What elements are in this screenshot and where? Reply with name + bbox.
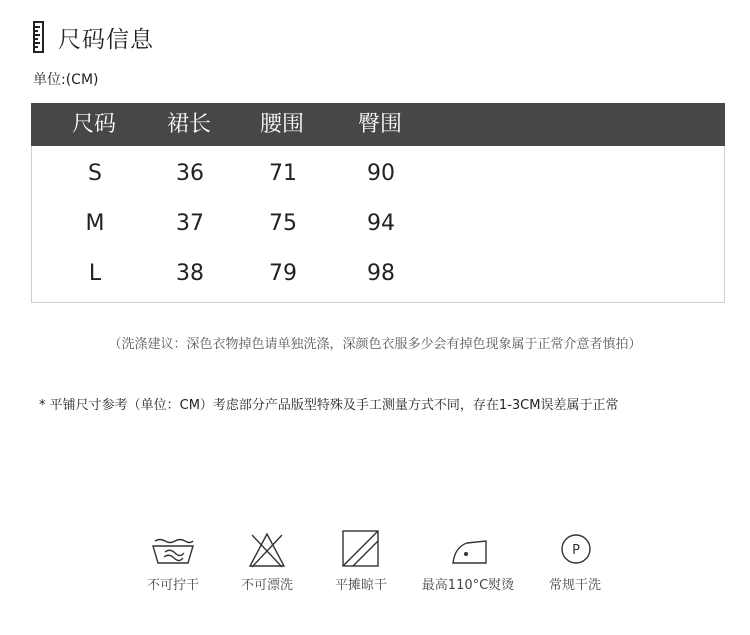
table-cell: 75 — [269, 211, 297, 236]
ruler-icon — [33, 21, 44, 53]
iron-110-icon — [449, 533, 491, 567]
measurement-note: * 平铺尺寸参考（单位：CM）考虑部分产品版型特殊及手工测量方式不同，存在1-3CM误差属于正常 — [39, 398, 619, 413]
table-cell: M — [85, 211, 105, 236]
care-label-no-wring: 不可拧干 — [146, 578, 199, 593]
page-title: 尺码信息 — [58, 26, 154, 53]
care-label-dry-clean: 常规干洗 — [548, 578, 601, 593]
table-cell: 71 — [269, 161, 297, 186]
table-cell: S — [88, 161, 102, 186]
no-wring-icon — [150, 530, 196, 568]
table-cell: 79 — [269, 261, 297, 286]
care-label-iron: 最高110°C熨烫 — [421, 578, 515, 593]
care-label-dry-flat: 平摊晾干 — [334, 578, 387, 593]
table-cell: L — [88, 261, 102, 286]
care-label-no-bleach: 不可漂洗 — [240, 578, 293, 593]
table-cell: 37 — [176, 211, 204, 236]
table-cell: 94 — [367, 211, 395, 236]
size-table — [31, 103, 725, 303]
column-header-size: 尺码 — [71, 112, 116, 137]
washing-advice-note: （洗涤建议：深色衣物掉色请单独洗涤，深颜色衣服多少会有掉色现象属于正常介意者慎拍） — [108, 337, 642, 352]
dry-flat-icon — [341, 529, 381, 569]
column-header-skirt-length: 裙长 — [166, 112, 211, 137]
table-cell: 38 — [176, 261, 204, 286]
table-header — [31, 103, 725, 146]
unit-label: 单位:(CM) — [33, 72, 99, 88]
column-header-waist: 腰围 — [259, 112, 304, 137]
table-cell: 90 — [367, 161, 395, 186]
no-bleach-icon — [248, 531, 286, 569]
column-header-hip: 臀围 — [357, 112, 402, 137]
table-cell: 98 — [367, 261, 395, 286]
svg-text:P: P — [572, 543, 580, 558]
table-cell: 36 — [176, 161, 204, 186]
section-header — [33, 20, 154, 54]
dry-clean-p-icon — [560, 533, 592, 565]
